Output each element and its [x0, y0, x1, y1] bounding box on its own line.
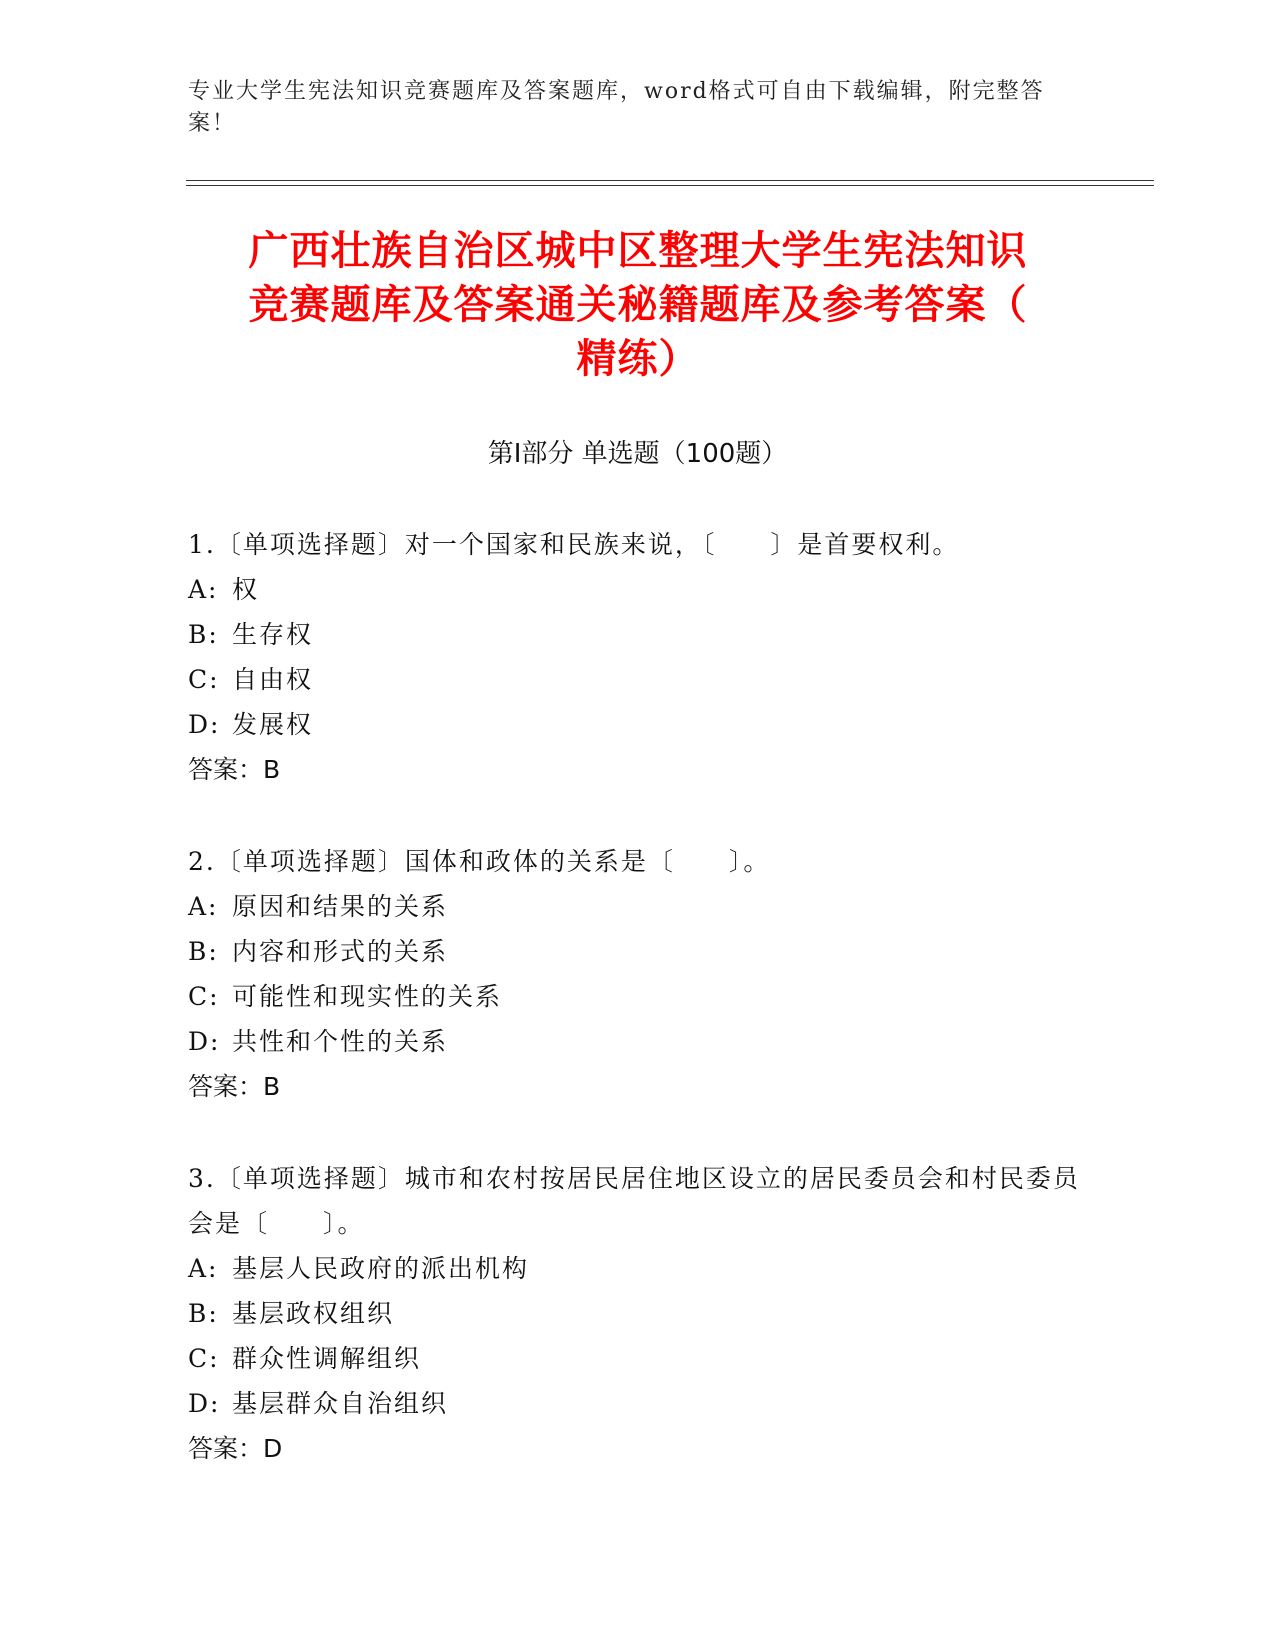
option-letter: D: [188, 710, 221, 739]
option-letter: A: [188, 892, 219, 921]
option-text: 发展权 [232, 710, 314, 739]
option-b [188, 1291, 1088, 1336]
option-letter: B: [188, 1299, 219, 1328]
question-stem: 1.〔单项选择题〕对一个国家和民族来说，〔 〕是首要权利。 [188, 530, 960, 559]
header-divider-top [186, 180, 1154, 181]
option-text: 共性和个性的关系 [232, 1027, 449, 1056]
option-b [188, 612, 1088, 657]
answer-label: 答案： [188, 755, 264, 784]
option-text: 自由权 [232, 665, 314, 694]
header-divider-bottom [186, 185, 1154, 186]
option-a [188, 884, 1088, 929]
header-note: 专业大学生宪法知识竞赛题库及答案题库，word格式可自由下载编辑，附完整答案！ [188, 79, 1045, 136]
option-letter: D: [188, 1027, 221, 1056]
option-letter: D: [188, 1389, 221, 1418]
option-d [188, 702, 1088, 747]
option-text: 原因和结果的关系 [232, 892, 449, 921]
option-text: 权 [232, 575, 260, 604]
option-letter: C: [188, 665, 220, 694]
question-item [188, 522, 1088, 792]
question-list [188, 522, 1088, 1518]
option-letter: B: [188, 937, 219, 966]
answer-value: D [263, 1434, 283, 1463]
option-letter: C: [188, 982, 220, 1011]
question-stem: 3.〔单项选择题〕城市和农村按居民居住地区设立的居民委员会和村民委员会是〔 〕。 [188, 1164, 1080, 1238]
answer-label: 答案： [188, 1072, 264, 1101]
option-text: 基层政权组织 [232, 1299, 395, 1328]
option-text: 基层人民政府的派出机构 [232, 1254, 530, 1283]
option-c [188, 657, 1088, 702]
answer-line [188, 1064, 1088, 1109]
option-c [188, 1336, 1088, 1381]
option-d [188, 1381, 1088, 1426]
answer-line [188, 747, 1088, 792]
answer-line [188, 1426, 1088, 1471]
option-letter: A: [188, 575, 219, 604]
question-item [188, 839, 1088, 1109]
answer-value: B [263, 1072, 281, 1101]
answer-value: B [263, 755, 281, 784]
option-c [188, 974, 1088, 1019]
option-text: 基层群众自治组织 [232, 1389, 449, 1418]
option-b [188, 929, 1088, 974]
option-a [188, 567, 1088, 612]
answer-label: 答案： [188, 1434, 264, 1463]
title-line: 精练） [576, 336, 700, 382]
title-line: 竞赛题库及答案通关秘籍题库及参考答案（ [248, 282, 1028, 328]
option-a [188, 1246, 1088, 1291]
title-line: 广西壮族自治区城中区整理大学生宪法知识 [248, 228, 1028, 274]
option-text: 内容和形式的关系 [232, 937, 449, 966]
section-heading: 第Ⅰ部分 单选题（100题） [487, 439, 788, 469]
option-d [188, 1019, 1088, 1064]
document-title [188, 224, 1088, 386]
option-letter: C: [188, 1344, 220, 1373]
question-item [188, 1156, 1088, 1471]
question-stem: 2.〔单项选择题〕国体和政体的关系是〔 〕。 [188, 847, 771, 876]
option-letter: B: [188, 620, 219, 649]
option-text: 群众性调解组织 [232, 1344, 422, 1373]
option-text: 可能性和现实性的关系 [232, 982, 503, 1011]
option-text: 生存权 [232, 620, 314, 649]
option-letter: A: [188, 1254, 219, 1283]
